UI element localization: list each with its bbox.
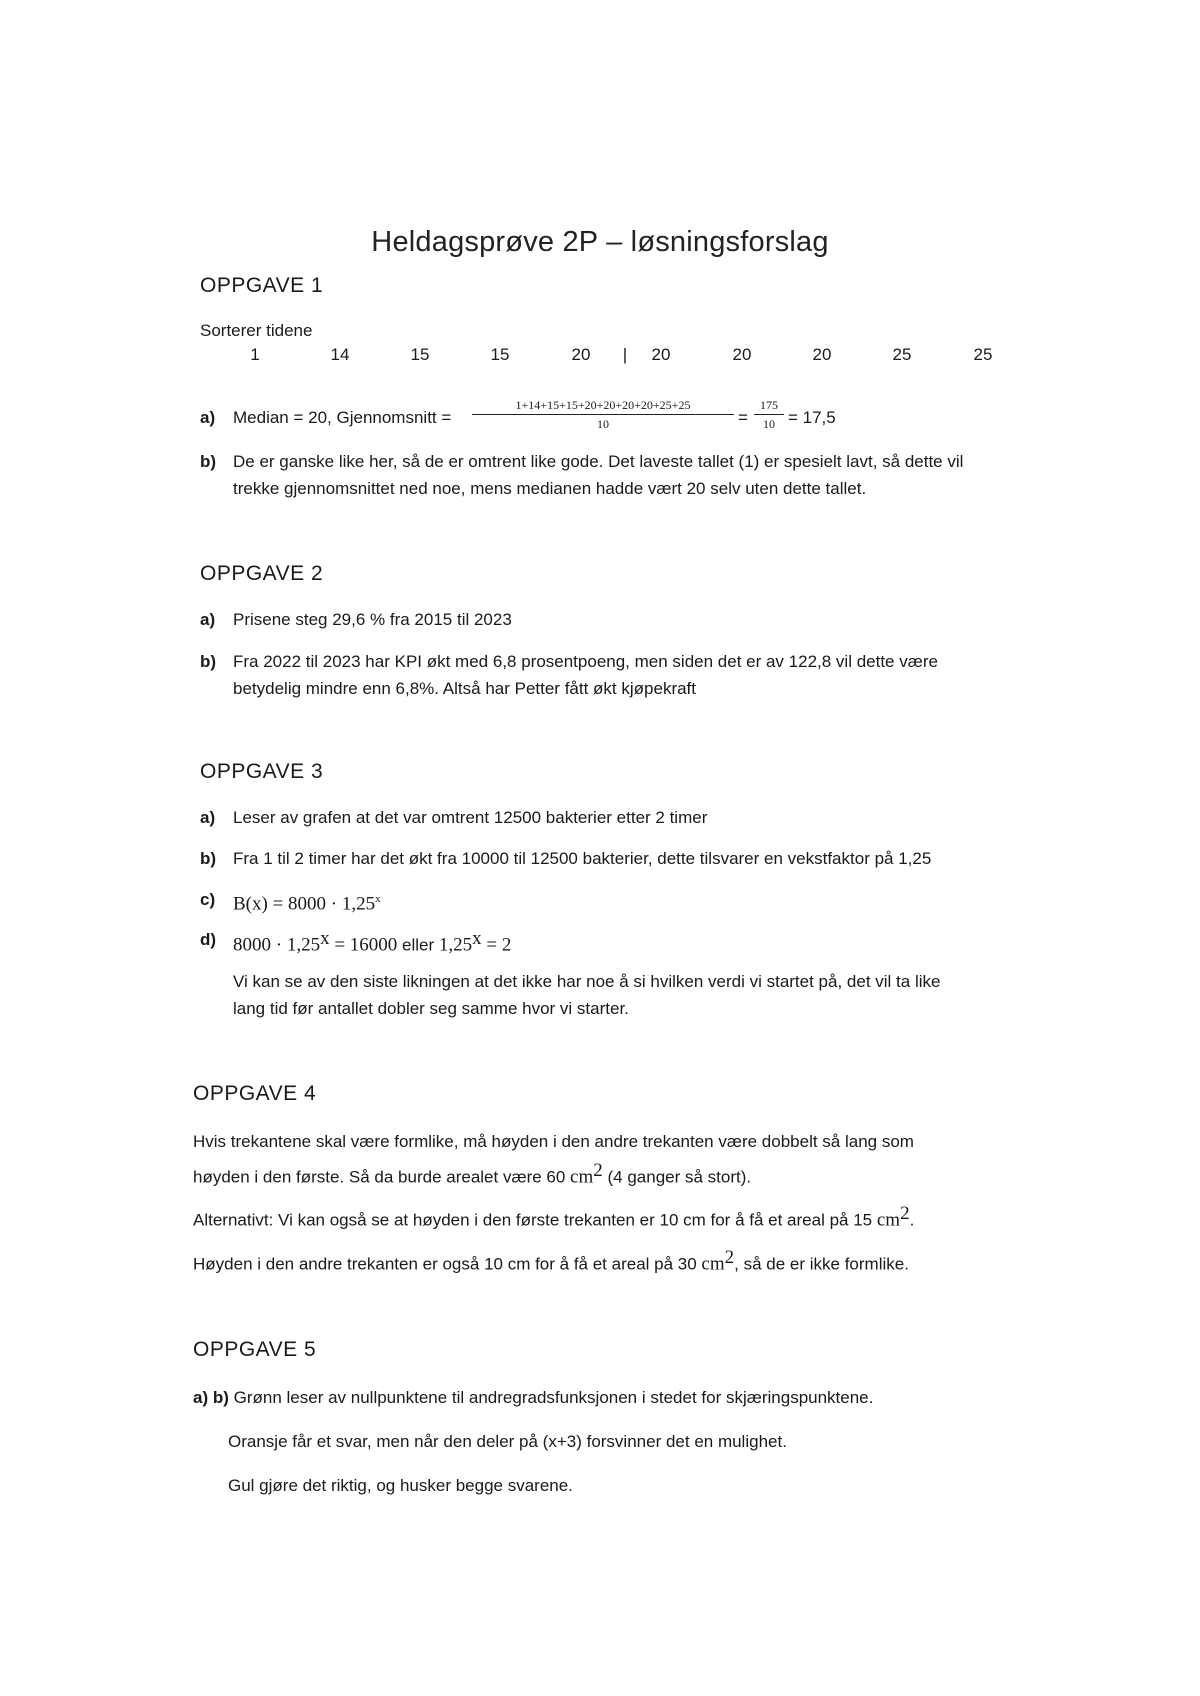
oppgave2-a-label: a): [200, 610, 216, 629]
oppgave1-intro: Sorterer tidene: [200, 321, 313, 340]
page-title: Heldagsprøve 2P – løsningsforslag: [371, 226, 829, 258]
formula-text: B(x) = 8000 · 1,25: [233, 893, 376, 915]
time-value: 15: [490, 345, 510, 364]
time-value: 20: [812, 345, 832, 364]
oppgave2-b-label: b): [200, 652, 217, 671]
oppgave5-heading: OPPGAVE 5: [193, 1338, 317, 1361]
oppgave1-b-line2: trekke gjennomsnittet ned noe, mens medianen hadde vært 20 selv uten dette tallet.: [233, 479, 867, 498]
time-value: 15: [410, 345, 430, 364]
oppgave2-b-line1: Fra 2022 til 2023 har KPI økt med 6,8 prosentpoeng, men siden det er av 122,8 vil dette være: [233, 652, 938, 671]
oppgave3-b-text: Fra 1 til 2 timer har det økt fra 10000 til 12500 bakterier, dette tilsvarer en vekstfaktor på 1,25: [233, 849, 932, 868]
fraction-bar: [472, 414, 734, 415]
oppgave3-c-formula: [233, 885, 381, 918]
text-fragment: (4 ganger så stort).: [602, 1167, 752, 1187]
formula-text: = 16000: [329, 934, 398, 956]
time-value: 14: [330, 345, 350, 364]
mean-fraction: [472, 398, 734, 431]
formula-exponent: x: [375, 893, 381, 905]
oppgave1-heading: OPPGAVE 1: [200, 274, 324, 297]
oppgave2-b-line2: betydelig mindre enn 6,8%. Altså har Petter fått økt kjøpekraft: [233, 679, 697, 698]
text-fragment: .: [909, 1210, 915, 1230]
time-value: 25: [892, 345, 912, 364]
oppgave3-b-label: b): [200, 849, 217, 868]
fraction-denominator: 10: [763, 417, 775, 431]
time-value: 25: [973, 345, 993, 364]
oppgave1-a-label: a): [200, 408, 216, 427]
oppgave2-a-text: Prisene steg 29,6 % fra 2015 til 2023: [233, 610, 512, 629]
unit-cm: cm: [876, 1209, 901, 1231]
oppgave1-b-label: b): [200, 452, 217, 471]
formula-text: = 2: [481, 934, 512, 956]
oppgave1-a-text: Median = 20, Gjennomsnitt =: [233, 408, 452, 427]
time-value: 20: [571, 345, 591, 364]
time-value: 20: [732, 345, 752, 364]
oppgave3-a-text: Leser av grafen at det var omtrent 12500 bakterier etter 2 timer: [233, 808, 708, 827]
text-fragment: Grønn leser av nullpunktene til andregradsfunksjonen i stedet for skjæringspunktene.: [228, 1388, 874, 1407]
formula-text: 1,25: [438, 934, 473, 956]
formula-exponent: x: [320, 928, 330, 949]
formula-text: 8000 · 1,25: [233, 934, 321, 956]
fraction-denominator: 10: [597, 417, 609, 431]
oppgave4-p1-line1: Hvis trekantene skal være formlike, må høyden i den andre trekanten være dobbelt så lang som: [193, 1132, 914, 1151]
oppgave5-line2: Oransje får et svar, men når den deler på (x+3) forsvinner det en mulighet.: [228, 1432, 787, 1451]
mean-result: = 17,5: [788, 408, 836, 427]
equals-sign: =: [738, 408, 748, 427]
oppgave3-c-label: c): [200, 890, 216, 909]
text-fragment: , så de er ikke formlike.: [734, 1254, 909, 1274]
fraction-bar: [754, 414, 784, 415]
time-value: 1: [250, 345, 260, 364]
sum-fraction: [754, 398, 784, 431]
unit-exponent: 2: [900, 1203, 910, 1224]
oppgave1-b-line1: De er ganske like her, så de er omtrent like gode. Det laveste tallet (1) er spesielt lavt, så dette vil: [233, 452, 964, 471]
oppgave4-p3: [193, 1244, 909, 1279]
oppgave5-ab-label: a) b): [193, 1388, 229, 1407]
time-value: 20: [651, 345, 671, 364]
oppgave3-d-label: d): [200, 930, 217, 949]
text-fragment: Høyden i den andre trekanten er også 10 cm for å få et areal på 30: [193, 1254, 702, 1274]
fraction-numerator: 1+14+15+15+20+20+20+20+25+25: [515, 398, 691, 412]
unit-cm: cm: [570, 1166, 594, 1188]
fraction-numerator: 175: [760, 398, 778, 412]
oppgave3-d-line2: lang tid før antallet dobler seg samme hvor vi starter.: [233, 999, 629, 1018]
text-fragment: høyden i den første. Så da burde arealet være 60: [193, 1167, 571, 1187]
unit-exponent: 2: [593, 1160, 603, 1181]
oppgave5-ab-line: [193, 1384, 873, 1412]
oppgave4-p2: [193, 1200, 914, 1235]
unit-cm: cm: [701, 1253, 725, 1275]
text-fragment: Alternativt: Vi kan også se at høyden i den første trekanten er 10 cm for å få et areal på 15: [193, 1210, 877, 1230]
sorted-times-row: [0, 345, 1200, 373]
oppgave5-line3: Gul gjøre det riktig, og husker begge svarene.: [228, 1476, 573, 1495]
unit-exponent: 2: [724, 1247, 735, 1268]
formula-exponent: x: [472, 928, 482, 949]
connector-text: eller: [397, 935, 439, 955]
oppgave4-heading: OPPGAVE 4: [193, 1082, 317, 1105]
oppgave3-d-formula: [233, 925, 511, 960]
oppgave3-d-line1: Vi kan se av den siste likningen at det ikke har noe å si hvilken verdi vi startet på, det vil ta like: [233, 972, 941, 991]
oppgave3-a-label: a): [200, 808, 216, 827]
oppgave3-heading: OPPGAVE 3: [200, 760, 324, 783]
oppgave2-heading: OPPGAVE 2: [200, 562, 324, 585]
median-divider: |: [622, 345, 628, 364]
oppgave4-p1-line2: [193, 1157, 751, 1192]
